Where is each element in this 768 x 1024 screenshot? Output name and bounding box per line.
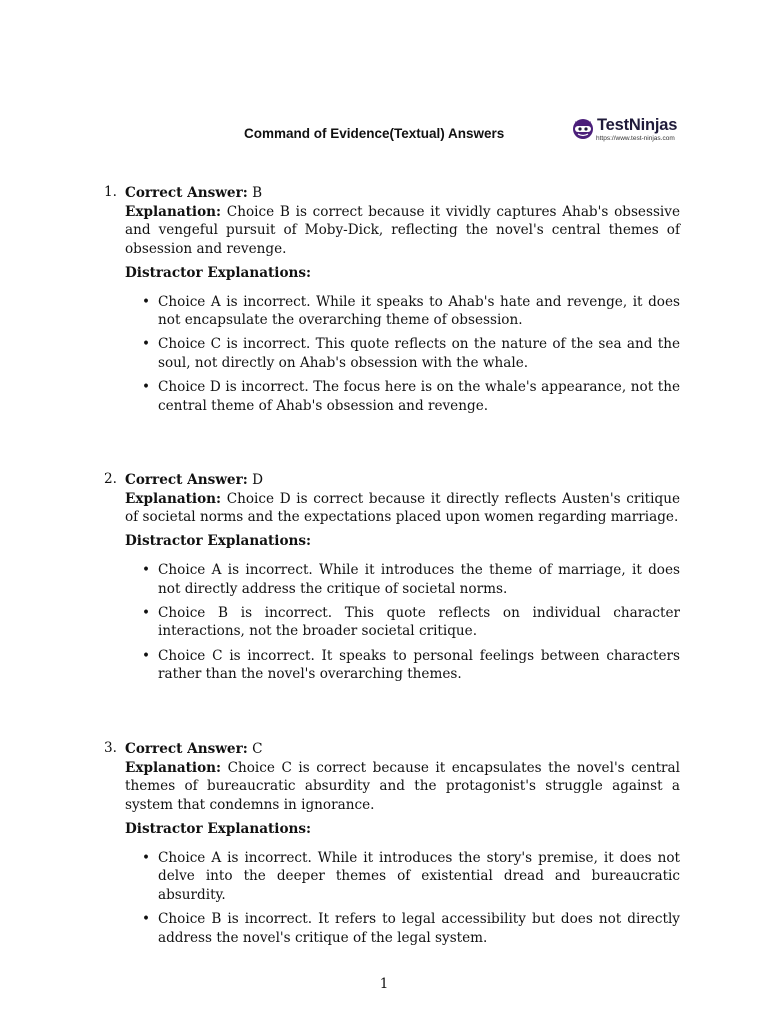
correct-answer-label: Correct Answer: — [125, 472, 248, 488]
explanation-label: Explanation: — [125, 490, 222, 507]
correct-answer-label: Correct Answer: — [125, 741, 248, 757]
explanation — [125, 203, 680, 259]
correct-answer-value: C — [252, 741, 263, 757]
distractor-text: Choice C is incorrect. It speaks to personal feelings between characters rather than the novel's overarching themes. — [158, 647, 680, 683]
bullet-icon: • — [142, 647, 151, 664]
distractor-text: Choice A is incorrect. While it speaks to Ahab's hate and revenge, it does not encapsulate the overarching theme of obsession. — [158, 293, 680, 329]
distractor-list — [125, 293, 680, 416]
answer-item-1 — [104, 184, 680, 421]
distractor-item — [125, 604, 680, 641]
explanation-text: Choice D is correct because it directly reflects Austen's critique of societal norms and the expectations placed upon women regarding marriage. — [125, 490, 680, 526]
distractor-item — [125, 849, 680, 905]
distractor-text: Choice B is incorrect. This quote reflects on individual character interactions, not the broader societal critique. — [158, 604, 680, 640]
distractor-text: Choice A is incorrect. While it introduces the story's premise, it does not delve into the deeper themes of existential dread and bureaucratic absurdity. — [158, 849, 680, 903]
explanation-text: Choice C is correct because it encapsulates the novel's central themes of bureaucratic absurdity and the protagonist's struggle against a system that condemns in ignorance. — [125, 759, 681, 814]
correct-answer-value: B — [252, 185, 263, 201]
answer-item-3 — [104, 740, 680, 953]
distractor-text: Choice C is incorrect. This quote reflects on the nature of the sea and the soul, not directly on Ahab's obsession with the whale. — [158, 336, 680, 372]
ninja-mascot-icon — [572, 117, 594, 141]
explanation — [125, 490, 680, 527]
distractor-heading: Distractor Explanations: — [125, 264, 312, 281]
distractor-item — [125, 910, 680, 947]
bullet-icon: • — [142, 849, 151, 866]
explanation-label: Explanation: — [125, 203, 222, 220]
distractor-item — [125, 561, 680, 598]
explanation-text: Choice B is correct because it vividly captures Ahab's obsessive and vengeful pursuit of Moby-Dick, reflecting the novel's central themes of obsession and revenge. — [125, 203, 680, 258]
answer-item-2 — [104, 471, 680, 690]
bullet-icon: • — [142, 293, 151, 310]
logo-url: https://www.test-ninjas.com — [596, 135, 675, 142]
distractor-heading: Distractor Explanations: — [125, 533, 312, 550]
distractor-text: Choice B is incorrect. It refers to legal accessibility but does not directly address the novel's critique of the legal system. — [158, 911, 680, 946]
bullet-icon: • — [142, 911, 151, 928]
item-number: 2. — [104, 471, 117, 487]
bullet-icon: • — [142, 379, 151, 396]
explanation — [125, 759, 680, 815]
page-number: 1 — [379, 976, 389, 992]
explanation-label: Explanation: — [125, 759, 222, 776]
distractor-list — [125, 849, 680, 948]
testninjas-logo — [572, 116, 692, 146]
correct-answer-label: Correct Answer: — [125, 185, 248, 201]
distractor-item — [125, 293, 680, 330]
correct-answer — [125, 184, 680, 203]
distractor-item — [125, 647, 680, 684]
distractor-item — [125, 378, 680, 415]
distractor-text: Choice A is incorrect. While it introduces the theme of marriage, it does not directly address the critique of societal norms. — [158, 561, 680, 597]
bullet-icon: • — [142, 336, 151, 353]
page-title: Command of Evidence(Textual) Answers — [244, 126, 505, 141]
item-number: 1. — [104, 184, 117, 200]
distractor-text: Choice D is incorrect. The focus here is on the whale's appearance, not the central theme of Ahab's obsession and revenge. — [158, 379, 680, 415]
item-number: 3. — [104, 740, 117, 756]
bullet-icon: • — [142, 604, 151, 621]
logo-brand: TestNinjas — [597, 116, 678, 134]
correct-answer-value: D — [252, 472, 263, 488]
distractor-item — [125, 335, 680, 372]
correct-answer — [125, 471, 680, 490]
bullet-icon: • — [142, 561, 151, 578]
correct-answer — [125, 740, 680, 759]
distractor-list — [125, 561, 680, 684]
distractor-heading: Distractor Explanations: — [125, 820, 312, 837]
